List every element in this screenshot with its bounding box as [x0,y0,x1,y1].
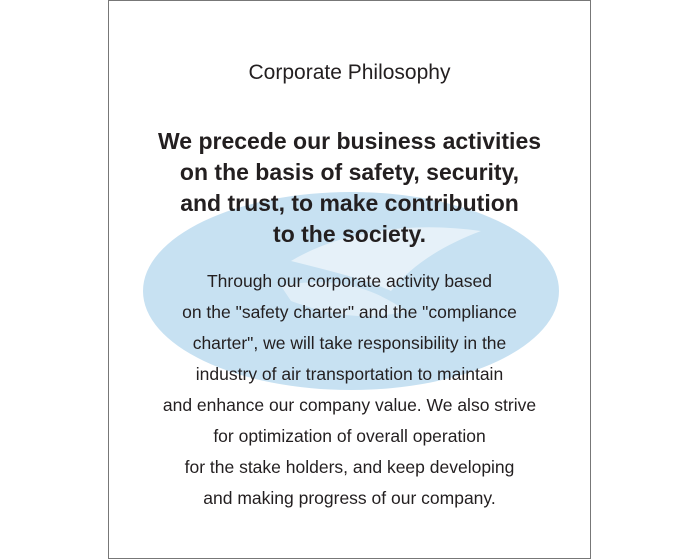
philosophy-frame [108,0,591,559]
motto [109,126,590,250]
motto-line: to the society. [273,221,426,247]
body-line: industry of air transportation to maintain [195,364,504,384]
body-line: and making progress of our company. [203,488,496,508]
motto-line: on the basis of safety, security, [179,159,520,185]
body-line: charter", we will take responsibility in the [192,333,507,353]
motto-line: We precede our business activities [157,128,542,154]
page-title: Corporate Philosophy [248,61,451,84]
motto-line: and trust, to make contribution [180,190,519,216]
body-line: on the "safety charter" and the "compliance [182,302,517,322]
body-line: for the stake holders, and keep developing [184,457,515,477]
body-line: for optimization of overall operation [213,426,486,446]
body-line: Through our corporate activity based [206,271,493,291]
body-line: and enhance our company value. We also strive [162,395,537,415]
body-text [109,266,590,514]
